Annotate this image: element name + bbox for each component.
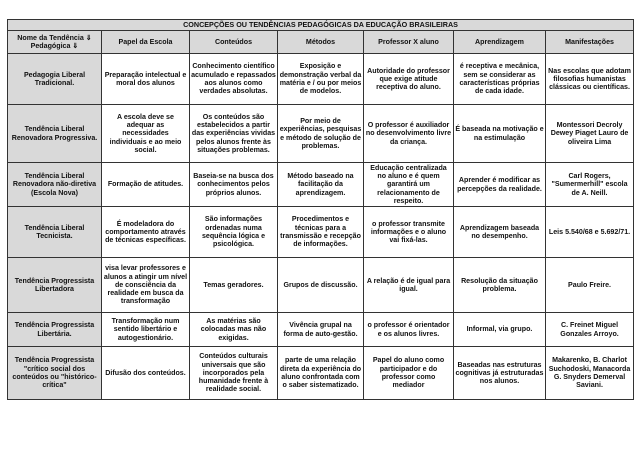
cell-manifestacoes: Nas escolas que adotam filosofias humanistas clássicas ou científicas. bbox=[546, 54, 634, 105]
cell-metodos: Procedimentos e técnicas para a transmissão e recepção de informações. bbox=[278, 207, 364, 258]
row-name: Tendência Liberal Renovadora Progressiva. bbox=[8, 105, 102, 163]
cell-metodos: Método baseado na facilitação da aprendizagem. bbox=[278, 163, 364, 207]
cell-aprendizagem: Aprendizagem baseada no desempenho. bbox=[454, 207, 546, 258]
table-row bbox=[8, 54, 634, 105]
cell-professor: o professor é orientador e os alunos livres. bbox=[364, 313, 454, 347]
row-name: Tendência Progressista Libertadora bbox=[8, 258, 102, 313]
cell-metodos: Grupos de discussão. bbox=[278, 258, 364, 313]
tendencias-table bbox=[7, 19, 634, 400]
cell-papel: Formação de atitudes. bbox=[102, 163, 190, 207]
row-name: Tendência Liberal Renovadora não-diretiva (Escola Nova) bbox=[8, 163, 102, 207]
cell-conteudos: Conteúdos culturais universais que são incorporados pela humanidade frente à realidade social. bbox=[190, 347, 278, 400]
cell-manifestacoes: Carl Rogers, "Sumermerhill" escola de A. Neill. bbox=[546, 163, 634, 207]
cell-conteudos: São informações ordenadas numa sequência lógica e psicológica. bbox=[190, 207, 278, 258]
row-name: Pedagogia Liberal Tradicional. bbox=[8, 54, 102, 105]
cell-aprendizagem: É baseada na motivação e na estimulação bbox=[454, 105, 546, 163]
cell-conteudos: Temas geradores. bbox=[190, 258, 278, 313]
cell-manifestacoes: Makarenko, B. Charlot Suchodoski, Manacorda G. Snyders Demerval Saviani. bbox=[546, 347, 634, 400]
row-name: Tendência Progressista "crítico social dos conteúdos ou "histórico-crítica" bbox=[8, 347, 102, 400]
cell-metodos: Por meio de experiências, pesquisas e método de solução de problemas. bbox=[278, 105, 364, 163]
cell-metodos: parte de uma relação direta da experiência do aluno confrontada com o saber sistematizado. bbox=[278, 347, 364, 400]
cell-conteudos: Os conteúdos são estabelecidos a partir das experiências vividas pelos alunos frente às situações problemas. bbox=[190, 105, 278, 163]
cell-metodos: Vivência grupal na forma de auto-gestão. bbox=[278, 313, 364, 347]
cell-professor: Papel do aluno como participador e do professor como mediador bbox=[364, 347, 454, 400]
cell-manifestacoes: C. Freinet Miguel Gonzales Arroyo. bbox=[546, 313, 634, 347]
cell-aprendizagem: Resolução da situação problema. bbox=[454, 258, 546, 313]
cell-manifestacoes: Montessori Decroly Dewey Piaget Lauro de oliveira Lima bbox=[546, 105, 634, 163]
cell-papel: Difusão dos conteúdos. bbox=[102, 347, 190, 400]
table-row bbox=[8, 207, 634, 258]
cell-manifestacoes: Leis 5.540/68 e 5.692/71. bbox=[546, 207, 634, 258]
tendencias-table-container bbox=[7, 19, 633, 400]
cell-aprendizagem: Baseadas nas estruturas cognitivas já estruturadas nos alunos. bbox=[454, 347, 546, 400]
cell-professor: O professor é auxiliador no desenvolvimento livre da criança. bbox=[364, 105, 454, 163]
header-nome: Nome da Tendência ⇓ Pedagógica ⇓ bbox=[8, 31, 102, 54]
title-row bbox=[8, 20, 634, 31]
table-row bbox=[8, 163, 634, 207]
cell-aprendizagem: Aprender é modificar as percepções da realidade. bbox=[454, 163, 546, 207]
header-metodos: Métodos bbox=[278, 31, 364, 54]
cell-metodos: Exposição e demonstração verbal da matéria e / ou por meios de modelos. bbox=[278, 54, 364, 105]
table-row bbox=[8, 313, 634, 347]
cell-professor: o professor transmite informações e o aluno vai fixá-las. bbox=[364, 207, 454, 258]
cell-papel: Preparação intelectual e moral dos alunos bbox=[102, 54, 190, 105]
cell-papel: Transformação num sentido libertário e autogestionário. bbox=[102, 313, 190, 347]
table-row bbox=[8, 347, 634, 400]
cell-aprendizagem: é receptiva e mecânica, sem se considerar as características próprias de cada idade. bbox=[454, 54, 546, 105]
cell-conteudos: Baseia-se na busca dos conhecimentos pelos próprios alunos. bbox=[190, 163, 278, 207]
header-row bbox=[8, 31, 634, 54]
header-manifestacoes: Manifestações bbox=[546, 31, 634, 54]
table-row bbox=[8, 258, 634, 313]
cell-aprendizagem: Informal, via grupo. bbox=[454, 313, 546, 347]
row-name: Tendência Progressista Libertária. bbox=[8, 313, 102, 347]
cell-conteudos: Conhecimento científico acumulado e repassados aos alunos como verdades absolutas. bbox=[190, 54, 278, 105]
header-conteudos: Conteúdos bbox=[190, 31, 278, 54]
cell-manifestacoes: Paulo Freire. bbox=[546, 258, 634, 313]
cell-papel: visa levar professores e alunos a atingir um nível de consciência da realidade em busca da transformação bbox=[102, 258, 190, 313]
cell-professor: A relação é de igual para igual. bbox=[364, 258, 454, 313]
row-name: Tendência Liberal Tecnicista. bbox=[8, 207, 102, 258]
cell-conteudos: As matérias são colocadas mas não exigidas. bbox=[190, 313, 278, 347]
table-row bbox=[8, 105, 634, 163]
table-title: CONCEPÇÕES OU TENDÊNCIAS PEDAGÓGICAS DA EDUCAÇÃO BRASILEIRAS bbox=[8, 20, 634, 31]
cell-papel: A escola deve se adequar as necessidades individuais e ao meio social. bbox=[102, 105, 190, 163]
cell-professor: Educação centralizada no aluno e é quem garantirá um relacionamento de respeito. bbox=[364, 163, 454, 207]
cell-papel: É modeladora do comportamento através de técnicas específicas. bbox=[102, 207, 190, 258]
header-papel: Papel da Escola bbox=[102, 31, 190, 54]
header-professor: Professor X aluno bbox=[364, 31, 454, 54]
header-aprendizagem: Aprendizagem bbox=[454, 31, 546, 54]
cell-professor: Autoridade do professor que exige atitude receptiva do aluno. bbox=[364, 54, 454, 105]
